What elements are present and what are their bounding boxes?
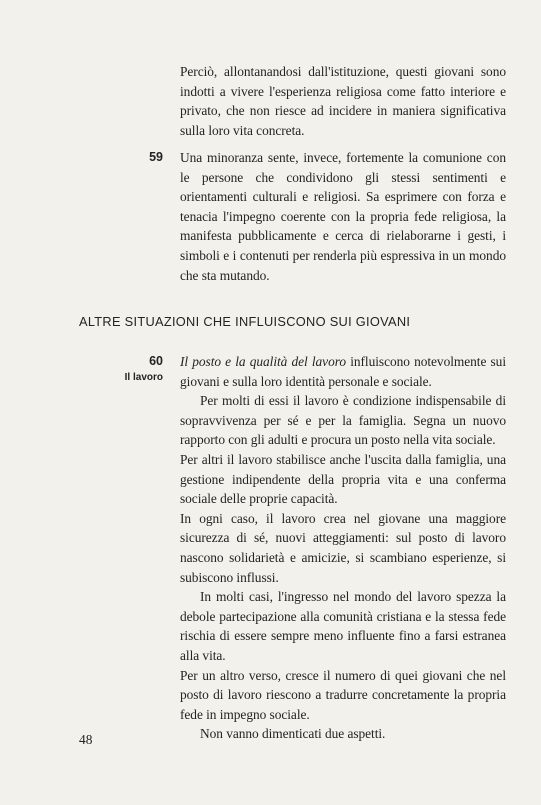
paragraph-number-59: 59: [149, 150, 163, 164]
paragraph-59-text: Una minoranza sente, invece, fortemente la comunione con le persone che condividono gli stessi sentimenti e orientamenti culturali e religiosi. Sa esprimere con forza e tenacia l'impegno coerente con la propria fede religiosa, la manifesta pubblicamente e cerca di rielaborarne i gesti, i simboli e i contenuti per renderla più espressiva in un mondo che sta mutando.: [180, 150, 506, 283]
paragraph-60-p2: Per molti di essi il lavoro è condizione indispensabile di sopravvivenza per sé e per la famiglia. Segna un nuovo rapporto con gli adulti e procura un posto nella vita sociale.: [180, 393, 506, 448]
intro-text: Perciò, allontanandosi dall'istituzione, questi giovani sono indotti a vivere l'esperienza religiosa come fatto interiore e privato, che non riesce ad incidere in maniera significativa sulla loro vita concreta.: [180, 64, 506, 138]
paragraph-60: [180, 352, 506, 744]
page-number: 48: [79, 732, 93, 747]
paragraph-number-60: 60: [149, 354, 163, 368]
paragraph-60-p4: In ogni caso, il lavoro crea nel giovane una maggiore sicurezza di sé, nuovi atteggiamenti: sul posto di lavoro nascono solidarietà e amicizie, si scambiano esperienze, si subiscono influssi.: [180, 510, 506, 585]
margin-label-lavoro: Il lavoro: [124, 372, 163, 383]
paragraph-59: [180, 148, 506, 285]
paragraph-60-p6: Per un altro verso, cresce il numero di quei giovani che nel posto di lavoro riescono a tradurre concretamente la propria fede in impegno sociale.: [180, 667, 506, 722]
paragraph-60-lead: [180, 352, 506, 391]
paragraph-60-p3: Per altri il lavoro stabilisce anche l'uscita dalla famiglia, una gestione indipendente della propria vita e una conferma sociale delle proprie capacità.: [180, 451, 506, 507]
intro-paragraph: [180, 62, 506, 140]
lead-rest: influiscono notevolmente sui giovani e sulla loro identità personale e sociale.: [180, 354, 506, 389]
paragraph-60-p5: In molti casi, l'ingresso nel mondo del lavoro spezza la debole partecipazione alla comunità cristiana e la stessa fede rischia di essere sempre meno influente fino a farsi estranea alla vita.: [180, 589, 506, 663]
lead-italic-phrase: Il posto e la qualità del lavoro: [180, 354, 347, 369]
section-heading: ALTRE SITUAZIONI CHE INFLUISCONO SUI GIOVANI: [79, 314, 411, 329]
paragraph-60-p7: Non vanno dimenticati due aspetti.: [200, 726, 386, 742]
